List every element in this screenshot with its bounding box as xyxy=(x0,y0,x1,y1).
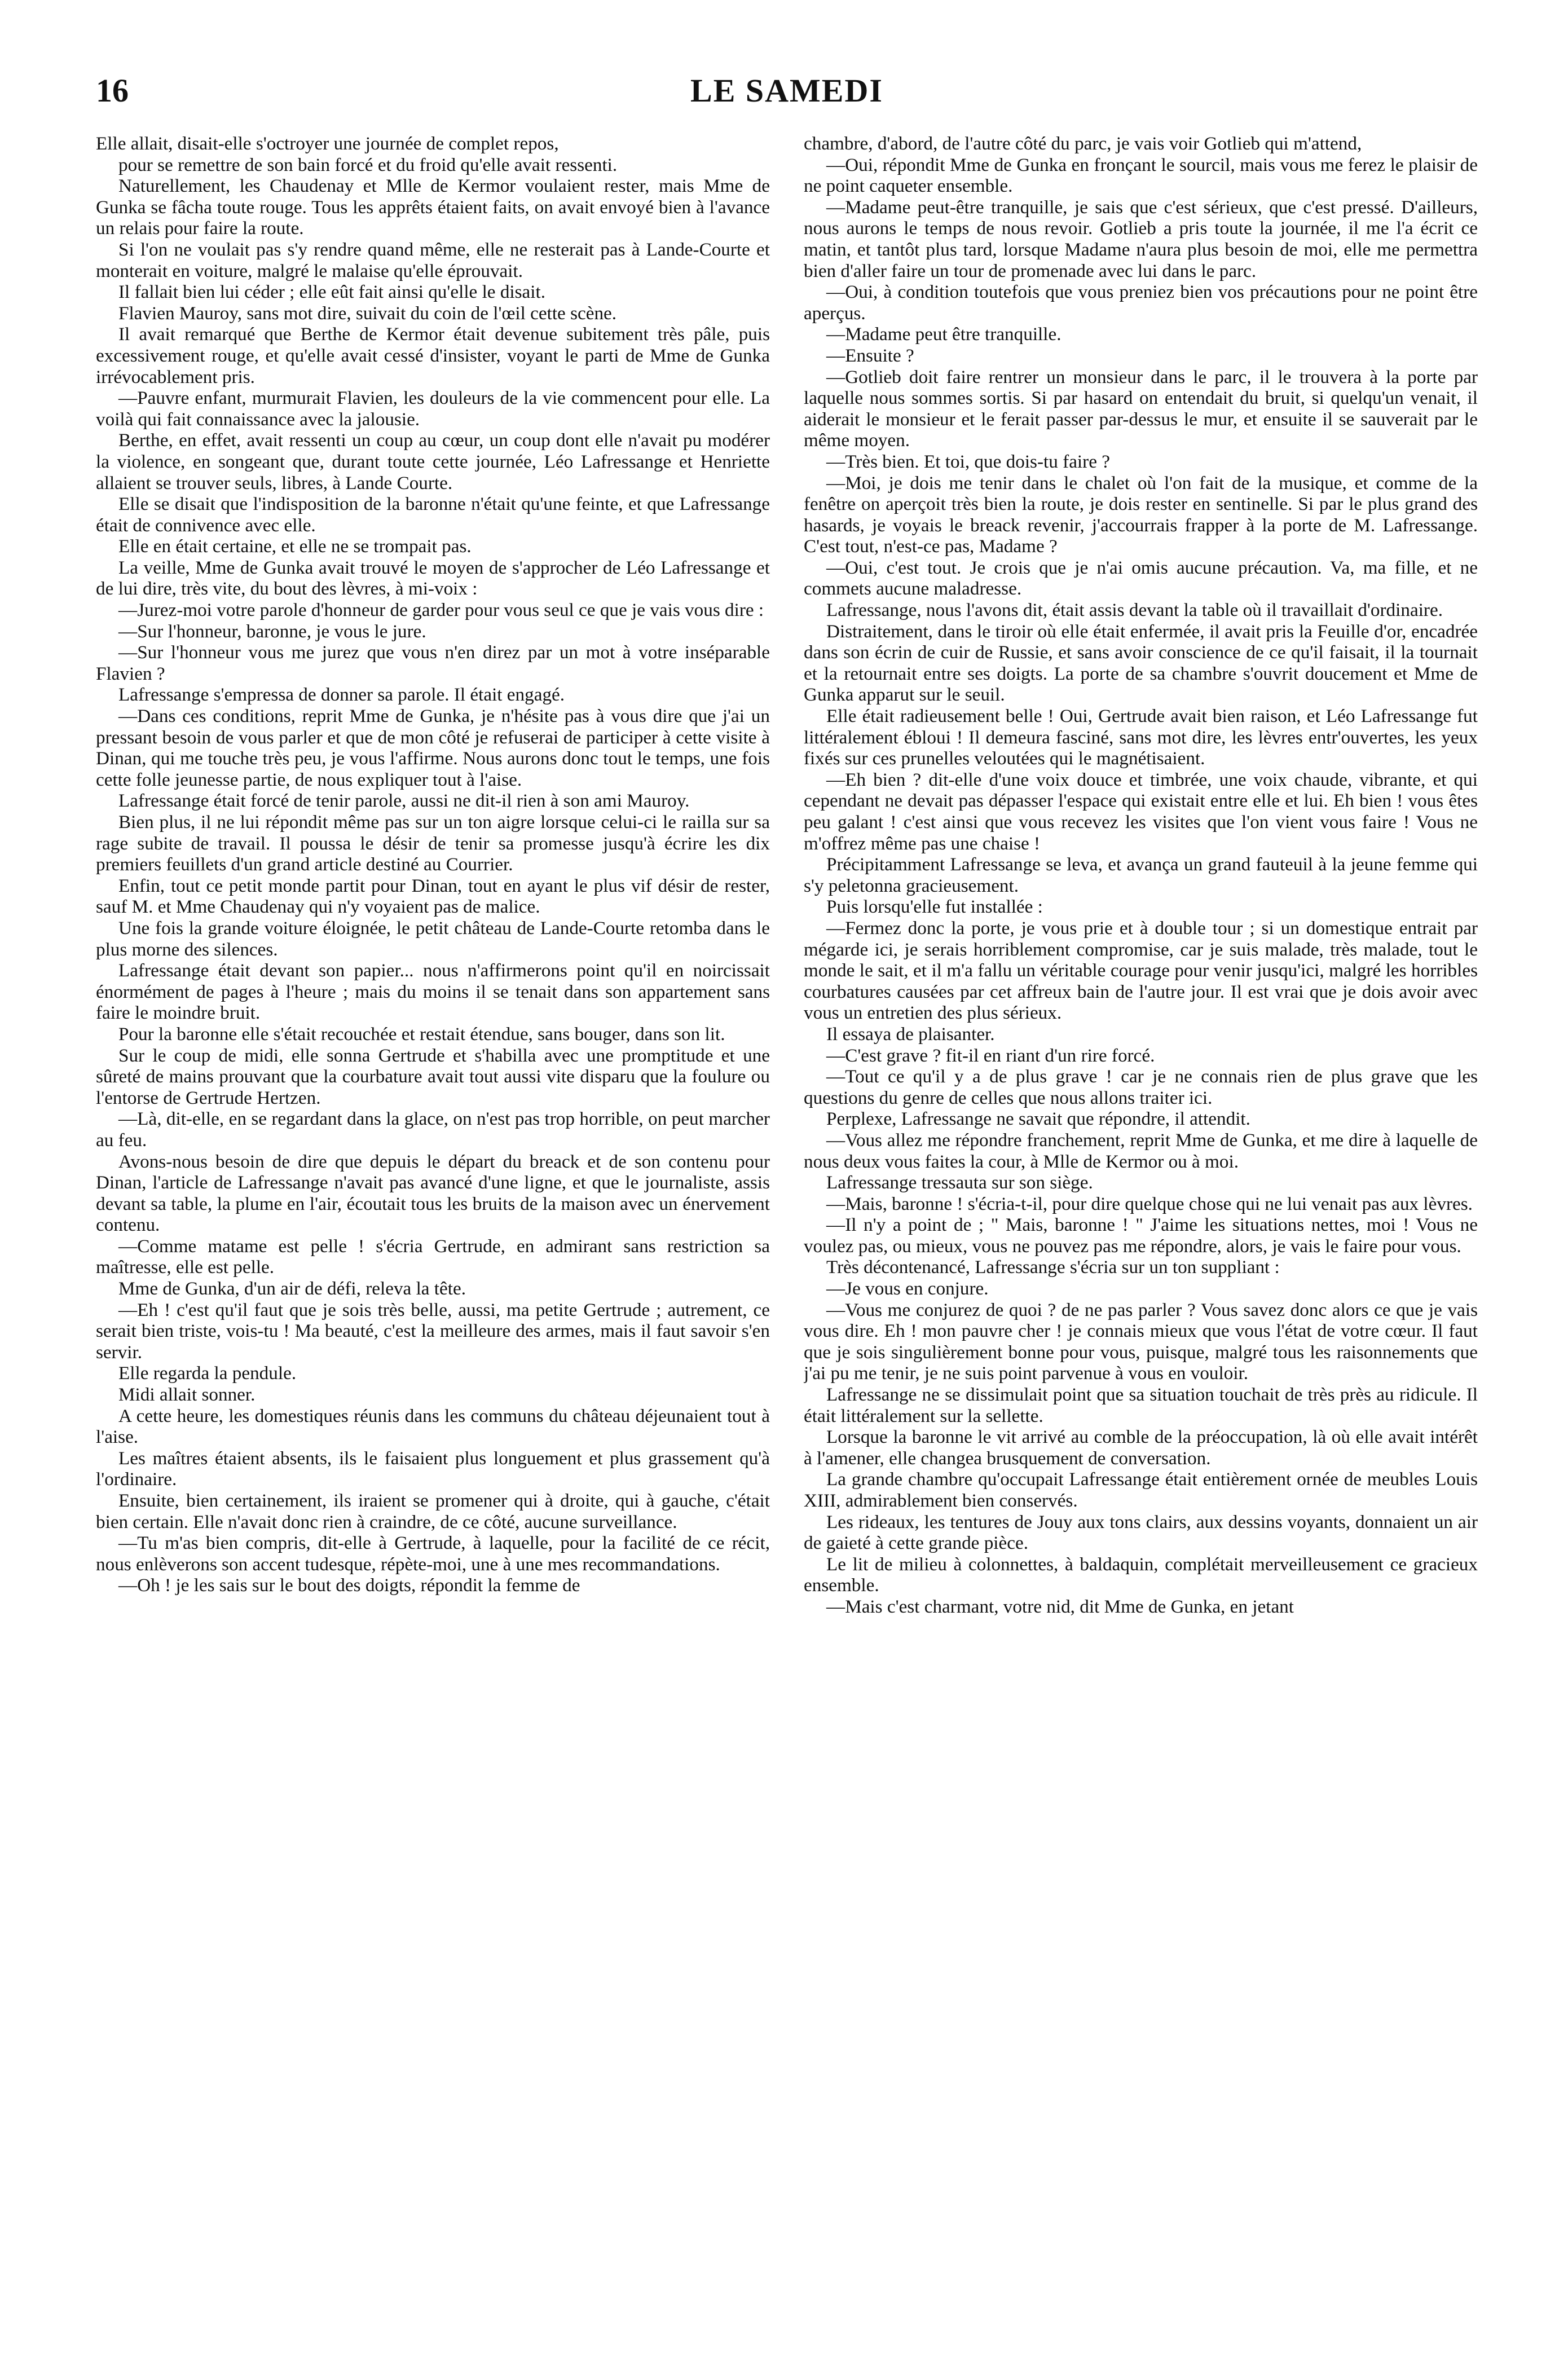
paragraph: Les maîtres étaient absents, ils le faisaient plus longuement et plus grassement qu'à l'ordinaire. xyxy=(96,1447,770,1490)
paragraph: Il essaya de plaisanter. xyxy=(826,1023,995,1045)
paragraph: —Mais, baronne ! s'écria-t-il, pour dire quelque chose qui ne lui venait pas aux lèvres. xyxy=(826,1193,1473,1214)
paragraph: —C'est grave ? fit-il en riant d'un rire forcé. xyxy=(826,1045,1155,1066)
paragraph: —Madame peut être tranquille. xyxy=(826,324,1062,345)
paragraph: Il fallait bien lui céder ; elle eût fait ainsi qu'elle le disait. xyxy=(118,281,546,303)
paragraph: pour se remettre de son bain forcé et du froid qu'elle avait ressenti. xyxy=(118,154,618,175)
left-text-column xyxy=(96,133,770,2322)
paragraph: Enfin, tout ce petit monde partit pour Dinan, tout en ayant le plus vif désir de rester, sauf M. et Mme Chaudenay qui n'y voyaient pas de malice. xyxy=(96,875,770,918)
paragraph: Elle se disait que l'indisposition de la baronne n'était qu'une feinte, et que Lafressange était de connivence avec elle. xyxy=(96,494,770,536)
paragraph: Flavien Mauroy, sans mot dire, suivait du coin de l'œil cette scène. xyxy=(118,302,617,324)
paragraph: Si l'on ne voulait pas s'y rendre quand même, elle ne resterait pas à Lande-Courte et monterait en voiture, malgré le malaise qu'elle éprouvait. xyxy=(96,239,770,281)
paragraph: —Sur l'honneur vous me jurez que vous n'en direz par un mot à votre inséparable Flavien ? xyxy=(96,642,770,684)
paragraph: Bien plus, il ne lui répondit même pas sur un ton aigre lorsque celui-ci le railla sur sa rage subite de travail. Il poussa le désir de tenir sa promesse jusqu'à écrire les dix premiers feuillets d'un grand article destiné au Courrier. xyxy=(96,812,770,875)
paragraph: Il avait remarqué que Berthe de Kermor était devenue subitement très pâle, puis excessivement rouge, et qu'elle avait cessé d'insister, voyant le parti de Mme de Gunka irrévocablement pris. xyxy=(96,324,770,387)
paragraph: —Pauvre enfant, murmurait Flavien, les douleurs de la vie commencent pour elle. La voilà qui fait connaissance avec la jalousie. xyxy=(96,387,770,430)
right-column-continuation: chambre, d'abord, de l'autre côté du parc, je vais voir Gotlieb qui m'attend, xyxy=(804,133,1362,154)
paragraph: La veille, Mme de Gunka avait trouvé le moyen de s'approcher de Léo Lafressange et de lui dire, très vite, du bout des lèvres, à mi-voix : xyxy=(96,557,770,600)
paragraph: —Vous allez me répondre franchement, reprit Mme de Gunka, et me dire à laquelle de nous deux vous faites la cour, à Mlle de Kermor ou à moi. xyxy=(804,1129,1478,1172)
paragraph: —Tout ce qu'il y a de plus grave ! car je ne connais rien de plus grave que les questions du genre de celles que nous allons traiter ici. xyxy=(804,1066,1478,1108)
paragraph: —Madame peut-être tranquille, je sais que c'est sérieux, que c'est pressé. D'ailleurs, nous aurons le temps de nous revoir. Gotlieb a pris toute la journée, il me l'a écrit ce matin, et tantôt plus tard, lorsque Madame n'aura plus besoin de moi, elle me permettra bien d'aller faire un tour de promenade avec lui dans le parc. xyxy=(804,196,1478,281)
page-number: 16 xyxy=(96,72,129,109)
paragraph: Ensuite, bien certainement, ils iraient se promener qui à droite, qui à gauche, c'était bien certain. Elle n'avait donc rien à craindre, de ce côté, aucune surveillance. xyxy=(96,1490,770,1533)
paragraph: —Tu m'as bien compris, dit-elle à Gertrude, à laquelle, pour la facilité de ce récit, nous enlèverons son accent tudesque, répète-moi, une à une mes recommandations. xyxy=(96,1533,770,1575)
paragraph: —Comme matame est pelle ! s'écria Gertrude, en admirant sans restriction sa maîtresse, elle est pelle. xyxy=(96,1235,770,1278)
paragraph: Lafressange était forcé de tenir parole, aussi ne dit-il rien à son ami Mauroy. xyxy=(118,790,690,812)
paragraph: —Là, dit-elle, en se regardant dans la glace, on n'est pas trop horrible, on peut marcher au feu. xyxy=(96,1108,770,1151)
paragraph: Précipitamment Lafressange se leva, et avança un grand fauteuil à la jeune femme qui s'y peletonna gracieusement. xyxy=(804,854,1478,896)
paragraph: Lafressange, nous l'avons dit, était assis devant la table où il travaillait d'ordinaire. xyxy=(826,600,1443,621)
paragraph: La grande chambre qu'occupait Lafressange était entièrement ornée de meubles Louis XIII, admirablement bien conservés. xyxy=(804,1469,1478,1511)
paragraph: —Eh ! c'est qu'il faut que je sois très belle, aussi, ma petite Gertrude ; autrement, ce serait bien triste, vois-tu ! Ma beauté, c'est la meilleure des armes, mais il faut savoir s'en servir. xyxy=(96,1299,770,1363)
paragraph: Lorsque la baronne le vit arrivé au comble de la préoccupation, là où elle avait intérêt à l'amener, elle changea brusquement de conversation. xyxy=(804,1426,1478,1469)
paragraph: —Oh ! je les sais sur le bout des doigts, répondit la femme de xyxy=(118,1575,580,1596)
paragraph: Midi allait sonner. xyxy=(118,1384,256,1406)
paragraph: A cette heure, les domestiques réunis dans les communs du château déjeunaient tout à l'aise. xyxy=(96,1405,770,1448)
paragraph: Perplexe, Lafressange ne savait que répondre, il attendit. xyxy=(826,1108,1250,1130)
paragraph: Le lit de milieu à colonnettes, à baldaquin, complétait merveilleusement ce gracieux ensemble. xyxy=(804,1553,1478,1596)
journal-title: LE SAMEDI xyxy=(690,72,883,109)
paragraph: —Dans ces conditions, reprit Mme de Gunka, je n'hésite pas à vous dire que j'ai un pressant besoin de vous parler et que de mon côté je refuserai de participer à cette visite à Dinan, qui me touche très peu, je vous l'affirme. Nous aurons donc tout le temps, une fois cette folle jeunesse partie, de nous expliquer tout à l'aise. xyxy=(96,706,770,790)
paragraph: —Vous me conjurez de quoi ? de ne pas parler ? Vous savez donc alors ce que je vais vous dire. Eh ! mon pauvre cher ! je connais mieux que vous l'état de votre cœur. Il faut que je sois singulièrement bonne pour vous, puisque, malgré tous les raisonnements que j'ai pu me tenir, je ne suis point parvenue à vous en vouloir. xyxy=(804,1299,1478,1384)
paragraph: Naturellement, les Chaudenay et Mlle de Kermor voulaient rester, mais Mme de Gunka se fâcha toute rouge. Tous les apprêts étaient faits, on avait envoyé bien à l'avance un relais pour faire la route. xyxy=(96,175,770,239)
paragraph: —Ensuite ? xyxy=(826,345,914,366)
paragraph: Distraitement, dans le tiroir où elle était enfermée, il avait pris la Feuille d'or, encadrée dans son écrin de cuir de Russie, et sans avoir conscience de ce qu'il faisait, il la tournait et la retournait entre ses doigts. La porte de sa chambre s'ouvrit doucement et Mme de Gunka apparut sur le seuil. xyxy=(804,620,1478,706)
paragraph: Elle regarda la pendule. xyxy=(118,1363,297,1384)
paragraph: —Gotlieb doit faire rentrer un monsieur dans le parc, il le trouvera à la porte par laquelle nous sommes sortis. Si par hasard on entendait du bruit, si quelqu'un venait, il aiderait le monsieur et le ferait passer par-dessus le mur, et ensuite il se sauverait par le même moyen. xyxy=(804,366,1478,451)
paragraph: —Il n'y a point de ; " Mais, baronne ! " J'aime les situations nettes, moi ! Vous ne voulez pas, ou mieux, vous ne pouvez pas me répondre, alors, je vais le faire pour vous. xyxy=(804,1214,1478,1257)
page-header xyxy=(96,71,1478,116)
paragraph: —Jurez-moi votre parole d'honneur de garder pour vous seul ce que je vais vous dire : xyxy=(118,600,764,621)
paragraph: Pour la baronne elle s'était recouchée et restait étendue, sans bouger, dans son lit. xyxy=(118,1023,725,1045)
paragraph: Sur le coup de midi, elle sonna Gertrude et s'habilla avec une promptitude et une sûreté de mains prouvant que la courbature avait tout aussi vite disparu que la foulure ou l'entorse de Gertrude Hertzen. xyxy=(96,1045,770,1108)
paragraph: Une fois la grande voiture éloignée, le petit château de Lande-Courte retomba dans le plus morne des silences. xyxy=(96,917,770,960)
paragraph: Elle était radieusement belle ! Oui, Gertrude avait bien raison, et Léo Lafressange fut littéralement ébloui ! Il demeura fasciné, sans mot dire, les lèvres entr'ouvertes, les yeux fixés sur ces prunelles veloutées qui le magnétisaient. xyxy=(804,706,1478,769)
paragraph: —Oui, répondit Mme de Gunka en fronçant le sourcil, mais vous me ferez le plaisir de ne point caqueter ensemble. xyxy=(804,154,1478,197)
left-column-continuation: Elle allait, disait-elle s'octroyer une journée de complet repos, xyxy=(96,133,559,154)
paragraph: —Mais c'est charmant, votre nid, dit Mme de Gunka, en jetant xyxy=(826,1596,1294,1617)
paragraph: Lafressange tressauta sur son siège. xyxy=(826,1172,1093,1194)
paragraph: —Oui, c'est tout. Je crois que je n'ai omis aucune précaution. Va, ma fille, et ne commets aucune maladresse. xyxy=(804,557,1478,600)
paragraph: Mme de Gunka, d'un air de défi, releva la tête. xyxy=(118,1278,466,1300)
paragraph: Avons-nous besoin de dire que depuis le départ du breack et de son contenu pour Dinan, l'article de Lafressange n'avait pas avancé d'une ligne, et que le journaliste, assis devant sa table, la plume en l'air, écoutait tous les bruits de la maison avec un énervement contenu. xyxy=(96,1151,770,1236)
paragraph: —Très bien. Et toi, que dois-tu faire ? xyxy=(826,451,1110,472)
paragraph: Très décontenancé, Lafressange s'écria sur un ton suppliant : xyxy=(826,1257,1280,1278)
paragraph: —Je vous en conjure. xyxy=(826,1278,989,1300)
paragraph: Elle en était certaine, et elle ne se trompait pas. xyxy=(118,536,472,557)
paragraph: —Eh bien ? dit-elle d'une voix douce et timbrée, une voix chaude, vibrante, et qui cependant ne devait pas dépasser l'espace qui existait entre elle et lui. Eh bien ! vous êtes peu galant ! c'est ainsi que vous recevez les visites que l'on vient vous faire ! Vous ne m'offrez même pas une chaise ! xyxy=(804,769,1478,854)
paragraph: —Fermez donc la porte, je vous prie et à double tour ; si un domestique entrait par mégarde ici, je serais horriblement compromise, car je suis malade, très malade, tout le monde le sait, et il m'a fallu un véritable courage pour venir jusqu'ici, malgré les horribles courbatures causées par cet affreux bain de l'autre jour. Il est vrai que je dois avoir avec vous un entretien des plus sérieux. xyxy=(804,917,1478,1024)
paragraph: —Sur l'honneur, baronne, je vous le jure. xyxy=(118,620,426,642)
paragraph: Lafressange s'empressa de donner sa parole. Il était engagé. xyxy=(118,684,565,706)
paragraph: Lafressange ne se dissimulait point que sa situation touchait de très près au ridicule. Il était littéralement sur la sellette. xyxy=(804,1384,1478,1426)
paragraph: Berthe, en effet, avait ressenti un coup au cœur, un coup dont elle n'avait pu modérer la violence, en songeant que, durant toute cette journée, Léo Lafressange et Henriette allaient se trouver seuls, libres, à Lande Courte. xyxy=(96,430,770,494)
paragraph: —Oui, à condition toutefois que vous preniez bien vos précautions pour ne point être aperçus. xyxy=(804,281,1478,324)
paragraph: —Moi, je dois me tenir dans le chalet où l'on fait de la musique, et comme de la fenêtre on aperçoit très bien la route, je dois rester en sentinelle. Si par le plus grand des hasards, je voyais le breack revenir, j'accourrais frapper à la porte de M. Lafressange. C'est tout, n'est-ce pas, Madame ? xyxy=(804,472,1478,557)
right-text-column xyxy=(804,133,1478,2322)
paragraph: Les rideaux, les tentures de Jouy aux tons clairs, aux dessins voyants, donnaient un air de gaieté à cette grande pièce. xyxy=(804,1511,1478,1554)
paragraph: Lafressange était devant son papier... nous n'affirmerons point qu'il en noircissait énormément de pages à l'heure ; mais du moins il se tenait dans son appartement sans faire le moindre bruit. xyxy=(96,960,770,1024)
paragraph: Puis lorsqu'elle fut installée : xyxy=(826,896,1043,918)
